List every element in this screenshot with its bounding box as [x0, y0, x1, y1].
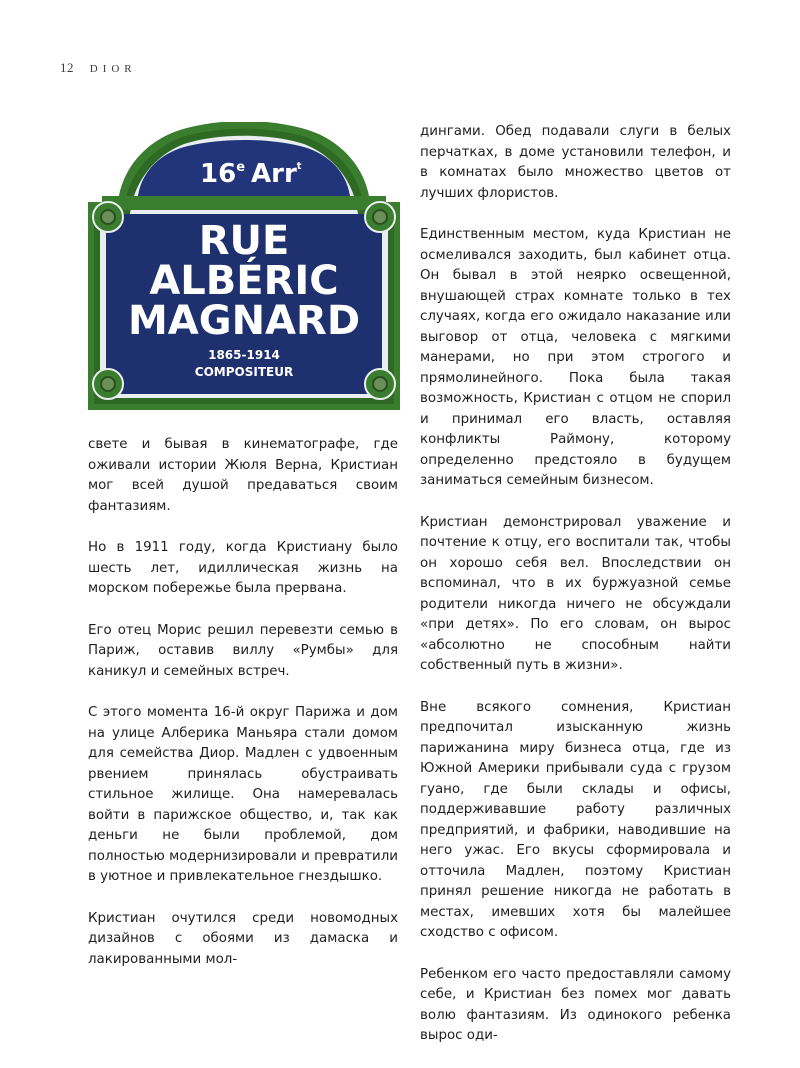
running-head-brand: DIOR [89, 63, 137, 75]
paragraph: Кристиан очутился среди новомодных дизайнов с обоями из дамаска и лакированными мол- [88, 910, 398, 967]
sign-arr-label: Arr [251, 159, 297, 189]
running-head [60, 60, 137, 76]
sign-line-3: MAGNARD [127, 298, 361, 344]
sign-line-2: ALBÉRIC [149, 258, 339, 304]
street-sign [88, 122, 400, 410]
sign-divider [102, 196, 386, 210]
paragraph: С этого момента 16-й округ Парижа и дом на улице Алберика Маньяра стали домом для семейства Диор. Мадлен с удвоенным рвением принялась обустраивать стильное жилище. Она намеревалась войти в парижское общество, и, так как деньги не были проблемой, дом полностью модернизировали и превратили в уютное и привлекательное гнездышко. [88, 705, 398, 884]
paragraph: Кристиан демонстрировал уважение и почтение к отцу, его воспитали так, чтобы он хорошо себя вел. Впоследствии он вспоминал, что в их буржуазной семье родители никогда ничего не обсуждали «при детях». По его словам, он вырос «абсолютно не способным найти собственный путь в жизни». [420, 514, 731, 673]
paragraph: Вне всякого сомнения, Кристиан предпочитал изысканную жизнь парижанина миру бизнеса отца, где из Южной Америки прибывали суда с грузом гуано, где были склады и офисы, поддерживавшие работу различных предприятий, и фабрики, наводившие на него ужас. Его вкусы сформировала и отточила Мадлен, поэтому Кристиан принял решение никогда не работать в местах, имевших хотя бы малейшее сходство с офисом. [420, 699, 731, 940]
screw-icon [93, 202, 123, 232]
sign-profession: COMPOSITEUR [194, 365, 294, 379]
sign-arr-sup2: t [296, 161, 302, 172]
street-sign-image [88, 122, 400, 410]
sign-arr-sup: e [236, 160, 246, 175]
paragraph: Единственным местом, куда Кристиан не осмеливался заходить, был кабинет отца. Он бывал в этой неярко освещенной, внушающей страх комнате только в тех случаях, когда его ожидало наказание или выговор от отца, человека с мягкими манерами, но при этом строгого и прямолинейного. Пока была такая возможность, Кристиан с отцом не спорил и принимал его власть, оставляя конфликты Раймону, которому определенно предстояло в будущем заниматься семейным бизнесом. [420, 227, 731, 488]
left-column [88, 435, 398, 991]
paragraph: Его отец Морис решил перевезти семью в Париж, оставив виллу «Румбы» для каникул и семейных встреч. [88, 622, 398, 679]
screw-icon [93, 369, 123, 399]
paragraph: свете и бывая в кинематографе, где оживали истории Жюля Верна, Кристиан мог всей душой предаваться своим фантазиям. [88, 437, 398, 514]
right-column [420, 122, 731, 1068]
paragraph: Ребенком его часто предоставляли самому себе, и Кристиан без помех мог давать волю фантазиям. Из одинокого ребенка вырос оди- [420, 966, 731, 1043]
sign-arr-number: 16 [200, 159, 237, 189]
screw-icon [365, 369, 395, 399]
screw-icon [365, 202, 395, 232]
sign-years: 1865-1914 [208, 348, 280, 362]
paragraph: дингами. Обед подавали слуги в белых перчатках, в доме установили телефон, и в комнатах было множество цветов от лучших флористов. [420, 124, 731, 201]
sign-line-1: RUE [198, 218, 290, 264]
paragraph: Но в 1911 году, когда Кристиану было шесть лет, идиллическая жизнь на морском побережье была прервана. [88, 540, 398, 596]
svg-text:16eArrt [200, 159, 302, 189]
page-number: 12 [60, 60, 74, 75]
